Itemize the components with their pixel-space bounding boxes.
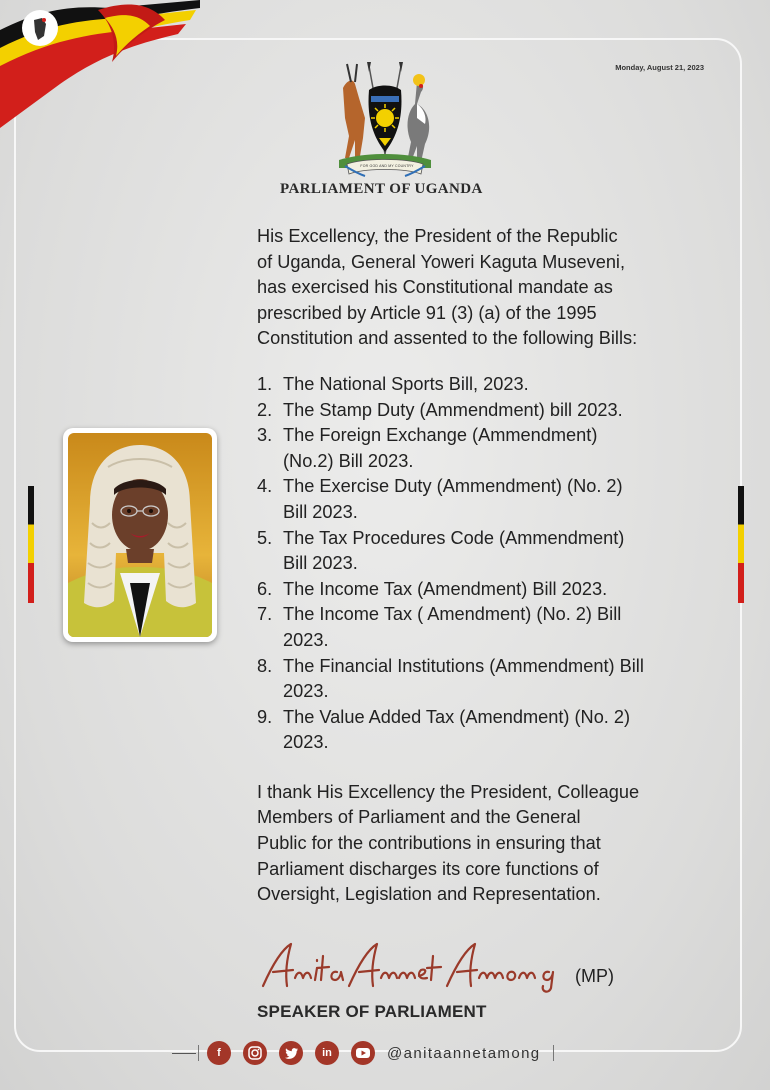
list-item [257,423,707,474]
social-bar [172,1038,556,1068]
list-item [257,372,707,398]
list-item [257,602,707,653]
bills-list [257,372,707,756]
list-number: 1. [257,373,273,394]
bill-title: The Financial Institutions (Ammendment) Bill 2023. [283,655,644,702]
social-handle[interactable]: @anitaannetamong [387,1044,541,1062]
intro-line: prescribed by Article 91 (3) (a) of the 1995 [257,302,597,323]
list-item [257,577,707,603]
bill-title: The Stamp Duty (Ammendment) bill 2023. [283,399,623,420]
thanks-line: Public for the contributions in ensuring that [257,833,601,854]
instagram-icon[interactable] [243,1041,267,1065]
list-item [257,526,707,577]
divider [553,1045,554,1061]
bill-title: The Exercise Duty (Ammendment) (No. 2) Bill 2023. [283,476,623,522]
signature-block [257,938,614,994]
divider [198,1045,199,1061]
portrait-image [68,433,212,637]
organization-name: PARLIAMENT OF UGANDA [280,181,483,197]
date-label: Monday, August 21, 2023 [615,63,704,72]
list-number: 4. [257,476,273,497]
intro-line: has exercised his Constitutional mandate as [257,277,613,298]
thanks-line: Oversight, Legislation and Representation. [257,884,601,905]
list-number: 7. [257,604,273,625]
bill-title: The Tax Procedures Code (Ammendment) Bill 2023. [283,527,625,574]
list-number: 2. [257,399,273,420]
list-number: 8. [257,655,273,676]
bill-title: The Income Tax (Amendment) Bill 2023. [283,578,608,599]
bill-title: The Foreign Exchange (Ammendment) (No.2) Bill 2023. [283,425,598,471]
intro-line: Constitution and assented to the following Bills: [257,328,638,349]
list-item [257,398,707,424]
mp-suffix: (MP) [575,966,614,986]
bill-title: The Income Tax ( Amendment) (No. 2) Bill 2023. [283,604,622,650]
intro-line: of Uganda, General Yoweri Kaguta Museveni, [257,251,626,272]
facebook-icon[interactable]: f [207,1041,231,1065]
bill-title: The National Sports Bill, 2023. [283,373,529,394]
speaker-portrait [63,428,217,642]
linkedin-icon[interactable]: in [315,1041,339,1065]
left-flag-stripe [28,486,34,603]
crest-motto: FOR GOD AND MY COUNTRY [360,164,414,168]
list-number: 3. [257,425,273,446]
intro-paragraph [257,224,707,352]
youtube-icon[interactable] [351,1041,375,1065]
list-number: 9. [257,706,273,727]
list-item [257,474,707,525]
thanks-line: Members of Parliament and the General [257,807,581,828]
speaker-title: SPEAKER OF PARLIAMENT [257,1002,487,1021]
bill-title: The Value Added Tax (Amendment) (No. 2) 2023. [283,706,631,753]
divider [172,1053,196,1054]
thanks-paragraph [257,780,707,908]
intro-line: His Excellency, the President of the Republic [257,226,618,246]
letter-body [257,224,707,908]
uganda-flag-ribbon [0,0,210,140]
list-number: 5. [257,527,273,548]
handwritten-signature [257,938,569,994]
twitter-icon[interactable] [279,1041,303,1065]
coat-of-arms-icon [325,58,445,180]
thanks-line: Parliament discharges its core functions of [257,858,599,879]
list-item [257,705,707,756]
right-flag-stripe [738,486,744,603]
list-item [257,654,707,705]
thanks-line: I thank His Excellency the President, Colleague [257,781,640,802]
list-number: 6. [257,578,273,599]
